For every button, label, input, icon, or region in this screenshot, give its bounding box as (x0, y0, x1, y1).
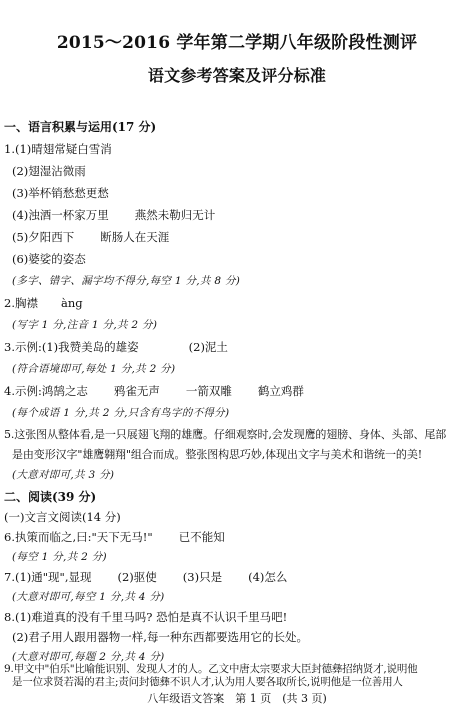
answer-part: (2)驱使 (117, 570, 157, 584)
answer-line: (2)翅湿沾微雨 (12, 164, 86, 178)
answer-line: (6)婆娑的姿态 (12, 252, 86, 266)
answer-line: 9.甲文中"伯乐"比喻能识别、发现人才的人。乙文中唐太宗要求大臣封德彝招纳贤才,说明他 (4, 663, 418, 675)
answer-line (4, 570, 287, 584)
answer-part: 4.示例:鸿鹄之志 (4, 384, 88, 398)
scoring-note: (大意对即可,共 3 分) (12, 469, 115, 481)
section-heading: 一、语言积累与运用(17 分) (4, 120, 157, 134)
answer-line (4, 340, 228, 354)
answer-line: (3)举杯销愁愁更愁 (12, 186, 109, 200)
answer-line: 是一位求贤若渴的君主;责问封德彝不识人才,认为用人要各取所长,说明他是一位善用人 (12, 676, 403, 688)
scoring-note: (大意对即可,每空 1 分,共 4 分) (12, 591, 165, 603)
answer-part: 燕然未勒归无计 (134, 208, 216, 222)
answer-part: (4)浊酒一杯家万里 (12, 208, 109, 222)
scoring-note: (多字、错字、漏字均不得分,每空 1 分,共 8 分) (12, 275, 241, 287)
scoring-note: (大意对即可,每题 2 分,共 4 分) (12, 651, 165, 663)
section-heading: 二、阅读(39 分) (4, 490, 97, 504)
answer-part: (5)夕阳西下 (12, 230, 75, 244)
answer-line (12, 208, 215, 222)
answer-line: 2.胸襟 ànɡ (4, 296, 83, 310)
answer-line (4, 384, 304, 398)
answer-part: (3)只是 (182, 570, 223, 584)
answer-line: 是由变形汉字"雄鹰翱翔"组合而成。整张图构思巧妙,体现出文字与美术和谐统一的美! (12, 448, 423, 461)
answer-line (12, 230, 169, 244)
scoring-note: (每空 1 分,共 2 分) (12, 551, 107, 563)
answer-part: 7.(1)通"现",显现 (4, 570, 92, 584)
answer-line: 1.(1)晴翅常疑白雪消 (4, 142, 112, 156)
answer-line: (2)君子用人跟用器物一样,每一种东西都要选用它的长处。 (12, 630, 308, 644)
subsection-heading: (一)文言文阅读(14 分) (4, 510, 121, 524)
answer-part: 断肠人在天涯 (100, 230, 170, 244)
scoring-note: (每个成语 1 分,共 2 分,只含有鸟字的不得分) (12, 407, 230, 419)
answer-part: (4)怎么 (248, 570, 288, 584)
answer-part: 鸦雀无声 (113, 384, 160, 398)
answer-line: 5.这张图从整体看,是一只展翅飞翔的雄鹰。仔细观察时,会发现鹰的翅膀、身体、头部、尾部 (4, 428, 447, 441)
page-footer: 八年级语文答案 第 1 页 (共 3 页) (147, 692, 327, 705)
answer-part: 一箭双雕 (185, 384, 232, 398)
page-subtitle: 语文参考答案及评分标准 (147, 66, 327, 85)
page-title: 2015～2016 学年第二学期八年级阶段性测评 (56, 33, 418, 53)
answer-part: (2)泥土 (188, 340, 228, 354)
answer-line: 8.(1)难道真的没有千里马吗? 恐怕是真不认识千里马吧! (4, 610, 288, 624)
answer-part: 6.执策而临之,曰:"天下无马!" (4, 530, 153, 544)
scoring-note: (符合语境即可,每处 1 分,共 2 分) (12, 363, 176, 375)
answer-part: 鹤立鸡群 (257, 384, 304, 398)
answer-line (4, 530, 225, 544)
answer-part: 已不能知 (178, 530, 225, 544)
scoring-note: (写字 1 分,注音 1 分,共 2 分) (12, 319, 158, 331)
answer-part: 3.示例:(1)我赞美岛的雄姿 (4, 340, 139, 354)
